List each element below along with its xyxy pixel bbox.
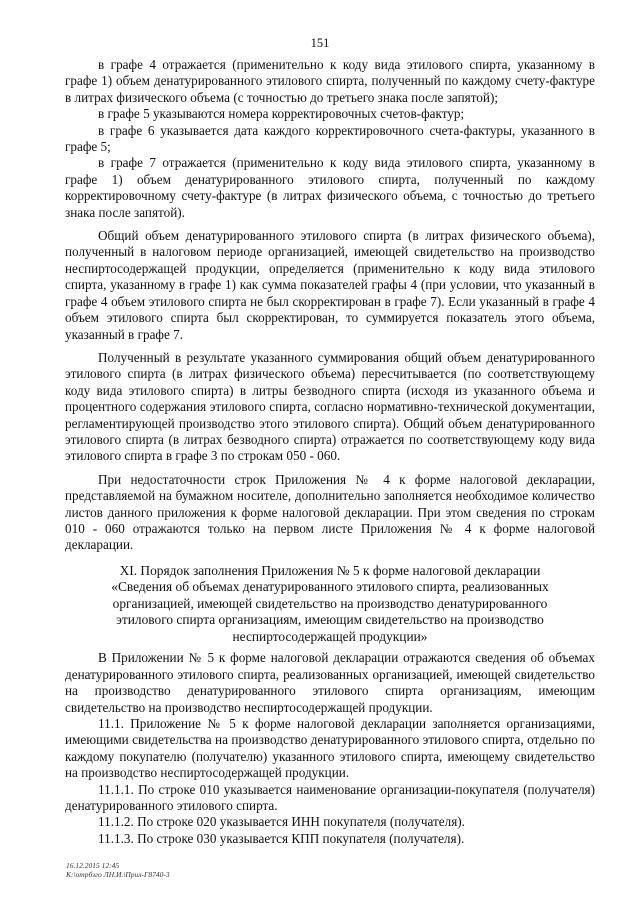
section-heading-line: этилового спирта организациям, имеющим свидетельство на производство — [116, 612, 544, 628]
paragraph: в графе 7 отражается (применительно к коду вида этилового спирта, указанному в графе 1) объем денатурированного этилового спирта, полученный по каждому корректировочному счету-фактуре (в литрах физического объема, с точностью до третьего знака после запятой). — [65, 155, 595, 220]
section-heading — [65, 563, 595, 646]
section-heading-line: «Сведения об объемах денатурированного этилового спирта, реализованных — [111, 579, 549, 595]
page-number: 151 — [310, 36, 330, 50]
paragraph: 11.1.2. По строке 020 указывается ИНН покупателя (получателя). — [98, 814, 465, 830]
document-body — [65, 57, 595, 847]
paragraph: 11.1.1. По строке 010 указывается наименование организации-покупателя (получателя) денатурированного этилового спирта. — [65, 781, 595, 813]
footer-stamp — [66, 861, 170, 879]
footer-path: К:\отрбзго ЛН.И.\Прил-Г8740-3 — [66, 870, 170, 879]
paragraph: в графе 5 указываются номера корректировочных счетов-фактур; — [98, 106, 465, 122]
paragraph: в графе 4 отражается (применительно к коду вида этилового спирта, указанному в графе 1) объем денатурированного этилового спирта, полученный по каждому счету-фактуре в литрах физического объема (с точностью до третьего знака после запятой); — [65, 57, 595, 105]
section-heading-line: неспиртосодержащей продукции» — [232, 628, 428, 644]
paragraph: 11.1. Приложение № 5 к форме налоговой декларации заполняется организациями, имеющими свидетельства на производство денатурированного этилового спирта, отдельно по каждому покупателю (получателю) указанного этилового спирта, имеющему свидетельство на производство неспиртосодержащей продукции. — [65, 715, 595, 781]
paragraph: Общий объем денатурированного этилового спирта (в литрах физического объема), полученный в налоговом периоде организацией, имеющей свидетельство на производство неспиртосодержащей продукции, определяется (применительно к коду вида этилового спирта, указанному в графе 1) как сумма показателей графы 4 (при условии, что указанный в графе 4 объем этилового спирта не был скорректирован в графе 7). Если указанный в графе 4 объем этилового спирта был скорректирован, то суммируется показатель этого объема, указанный в графе 7. — [65, 228, 595, 342]
paragraph: При недостаточности строк Приложения № 4 к форме налоговой декларации, представляемой на бумажном носителе, дополнительно заполняется необходимое количество листов данного приложения к форме налоговой декларации. При этом сведения по строкам 010 - 060 отражаются только на первом листе Приложения № 4 к форме налоговой декларации. — [65, 471, 595, 553]
footer-date: 16.12.2015 12:45 — [66, 861, 120, 870]
paragraph: в графе 6 указывается дата каждого корректировочного счета-фактуры, указанного в графе 5; — [65, 122, 595, 155]
paragraph: Полученный в результате указанного суммирования общий объем денатурированного этилового спирта (в литрах физического объема) пересчитывается (по соответствующему коду вида этилового спирта) в литры безводного спирта (исходя из указанного объема и процентного содержания этилового спирта, согласно нормативно-технической документации, регламентирующей производство этого этилового спирта). Общий объем денатурированного этилового спирта (в литрах безводного спирта) отражается по соответствующему коду вида этилового спирта в графе 3 по строкам 050 - 060. — [65, 349, 595, 464]
paragraph: В Приложении № 5 к форме налоговой декларации отражаются сведения об объемах денатурированного этилового спирта, реализованных организацией, имеющей свидетельство на производство денатурированного этилового спирта организациям, имеющим свидетельство на производство неспиртосодержащей продукции. — [65, 650, 595, 715]
paragraph: 11.1.3. По строке 030 указывается КПП покупателя (получателя). — [98, 830, 465, 846]
section-heading-line: XI. Порядок заполнения Приложения № 5 к форме налоговой декларации — [119, 562, 541, 578]
section-heading-line: организацией, имеющей свидетельство на производство денатурированного — [112, 595, 548, 611]
